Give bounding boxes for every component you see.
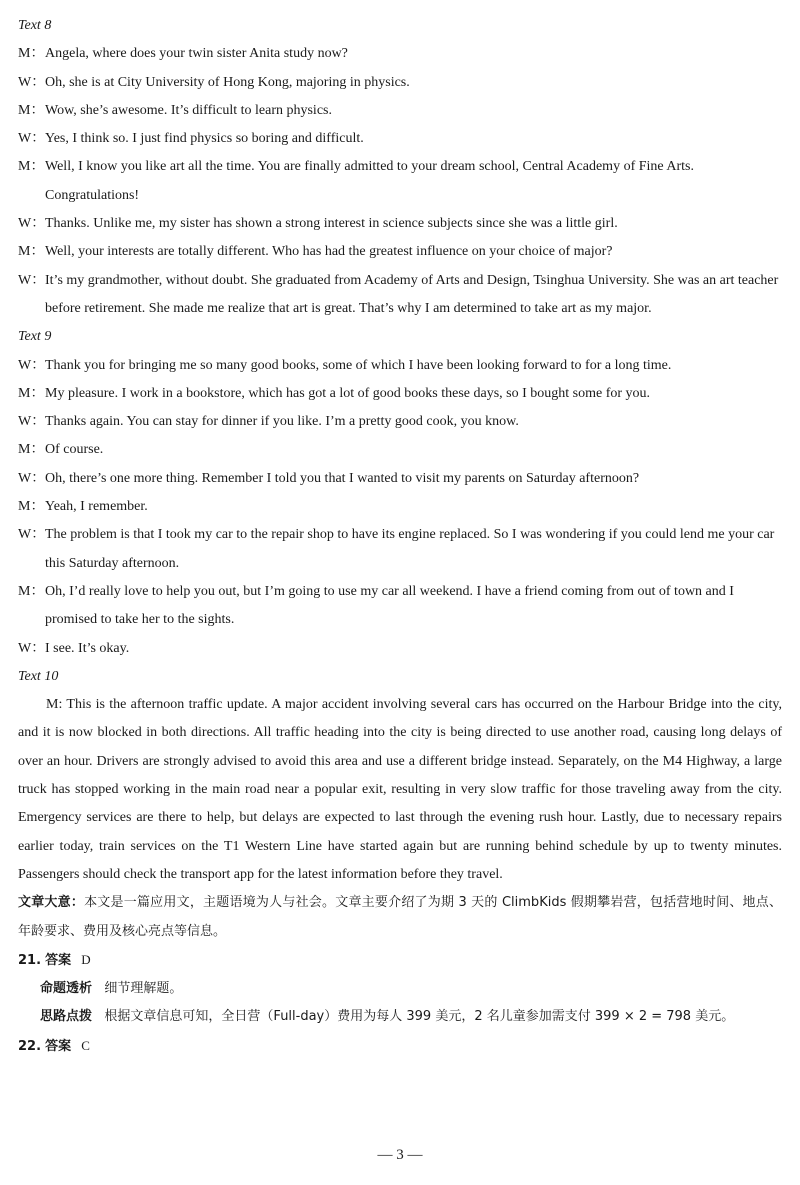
article-summary bbox=[18, 889, 782, 946]
text9-dialogue bbox=[18, 352, 782, 663]
summary-label: 文章大意： bbox=[18, 895, 85, 911]
answer-value: C bbox=[81, 1037, 90, 1053]
speaker: M： bbox=[18, 244, 45, 260]
question-22-answer bbox=[18, 1032, 782, 1061]
dialogue-line bbox=[18, 436, 782, 464]
dialogue-line bbox=[18, 153, 782, 210]
question-21-answer bbox=[18, 946, 782, 975]
dialogue-text: Oh, I’d really love to help you out, but I’m going to use my car all weekend. I have a friend coming from out of town and I promised to take her to the sights. bbox=[45, 583, 734, 628]
question-21-analysis bbox=[18, 975, 782, 1003]
speaker: W： bbox=[18, 414, 46, 430]
page-number: — 3 — bbox=[377, 1147, 423, 1163]
dialogue-text: The problem is that I took my car to the repair shop to have its engine replaced. So I was wondering if you could lend me your car this Saturday afternoon. bbox=[45, 527, 775, 571]
dialogue-line bbox=[18, 578, 782, 635]
dialogue-line bbox=[18, 40, 782, 68]
answer-label: 答案 bbox=[45, 1038, 72, 1054]
dialogue-line bbox=[18, 352, 782, 380]
dialogue-text: I see. It’s okay. bbox=[45, 640, 130, 656]
speaker: M： bbox=[18, 102, 45, 118]
dialogue-line bbox=[18, 465, 782, 493]
speaker: M： bbox=[18, 385, 45, 401]
dialogue-line bbox=[18, 69, 782, 97]
speaker: M： bbox=[18, 159, 45, 175]
speaker: W： bbox=[18, 527, 46, 543]
question-number: 21. bbox=[18, 952, 42, 968]
dialogue-line bbox=[18, 125, 782, 153]
hint-label: 思路点拨 bbox=[40, 1009, 93, 1025]
speaker: W： bbox=[18, 131, 46, 147]
speaker: W： bbox=[18, 640, 46, 656]
dialogue-text: Thank you for bringing me so many good books, some of which I have been looking forward to for a long time. bbox=[45, 357, 672, 373]
dialogue-line bbox=[18, 267, 782, 324]
dialogue-text: Angela, where does your twin sister Anita study now? bbox=[45, 46, 348, 62]
dialogue-text: It’s my grandmother, without doubt. She graduated from Academy of Arts and Design, Tsinghua University. She was an art teacher before retirement. She made me realize that art is great. That’s why I am determined to take art as my major. bbox=[45, 272, 779, 316]
text10-monologue: M: This is the afternoon traffic update. A major accident involving several cars has occurred on the Harbour Bridge into the city, and it is now blocked in both directions. All traffic heading into the city is being directed to use another road, causing long delays of over an hour. Drivers are strongly advised to avoid this area and use a different bridge instead. Separately, on the M4 Highway, a large truck has stopped working in the main road near a popular exit, resulting in very slow traffic for those traveling away from the city. Emergency services are there to help, but delays are expected to last through the evening rush hour. Lastly, due to necessary repairs earlier today, train services on the T1 Western Line have started again but are running behind schedule by up to twenty minutes. Passengers should check the transport app for the latest information before they travel. bbox=[18, 697, 782, 882]
dialogue-text: Of course. bbox=[45, 442, 104, 458]
text10-heading: Text 10 bbox=[18, 668, 59, 684]
dialogue-text: My pleasure. I work in a bookstore, which has got a lot of good books these days, so I bought some for you. bbox=[45, 385, 651, 401]
answer-value: D bbox=[81, 951, 91, 967]
dialogue-line bbox=[18, 210, 782, 238]
speaker: W： bbox=[18, 470, 46, 486]
speaker: M： bbox=[18, 46, 45, 62]
dialogue-line bbox=[18, 238, 782, 266]
dialogue-text: Wow, she’s awesome. It’s difficult to learn physics. bbox=[45, 102, 332, 118]
speaker: M： bbox=[18, 583, 45, 599]
text8-heading: Text 8 bbox=[18, 18, 52, 33]
dialogue-line bbox=[18, 635, 782, 663]
dialogue-text: Well, I know you like art all the time. You are finally admitted to your dream school, Central Academy of Fine Arts. Congratulations! bbox=[45, 159, 694, 203]
dialogue-line bbox=[18, 380, 782, 408]
dialogue-line bbox=[18, 408, 782, 436]
dialogue-text: Well, your interests are totally different. Who has had the greatest influence on your choice of major? bbox=[45, 244, 613, 260]
dialogue-text: Yeah, I remember. bbox=[45, 499, 148, 515]
dialogue-text: Oh, there’s one more thing. Remember I told you that I wanted to visit my parents on Saturday afternoon? bbox=[45, 470, 640, 486]
dialogue-text: Thanks again. You can stay for dinner if you like. I’m a pretty good cook, you know. bbox=[45, 414, 519, 430]
speaker: M： bbox=[18, 499, 45, 515]
dialogue-line bbox=[18, 521, 782, 578]
dialogue-text: Yes, I think so. I just find physics so boring and difficult. bbox=[45, 131, 364, 147]
question-number: 22. bbox=[18, 1038, 42, 1054]
speaker: W： bbox=[18, 216, 46, 232]
speaker: M： bbox=[18, 442, 45, 458]
dialogue-text: Oh, she is at City University of Hong Kong, majoring in physics. bbox=[45, 74, 410, 90]
answer-label: 答案 bbox=[45, 952, 72, 968]
text9-heading: Text 9 bbox=[18, 329, 52, 345]
text8-dialogue bbox=[18, 40, 782, 323]
dialogue-text: Thanks. Unlike me, my sister has shown a strong interest in science subjects since she was a little girl. bbox=[45, 216, 618, 232]
speaker: W： bbox=[18, 74, 46, 90]
question-21-hint bbox=[18, 1003, 782, 1031]
speaker: W： bbox=[18, 272, 46, 288]
speaker: W： bbox=[18, 357, 46, 373]
analysis-text: 细节理解题。 bbox=[104, 981, 183, 997]
analysis-label: 命题透析 bbox=[40, 981, 93, 997]
hint-text: 根据文章信息可知，全日营（Full-day）费用为每人 399 美元，2 名儿童参加需支付 399 × 2 = 798 美元。 bbox=[104, 1009, 735, 1025]
summary-text: 本文是一篇应用文，主题语境为人与社会。文章主要介绍了为期 3 天的 ClimbKids 假期攀岩营，包括营地时间、地点、年龄要求、费用及核心亮点等信息。 bbox=[18, 895, 782, 939]
dialogue-line bbox=[18, 493, 782, 521]
dialogue-line bbox=[18, 97, 782, 125]
